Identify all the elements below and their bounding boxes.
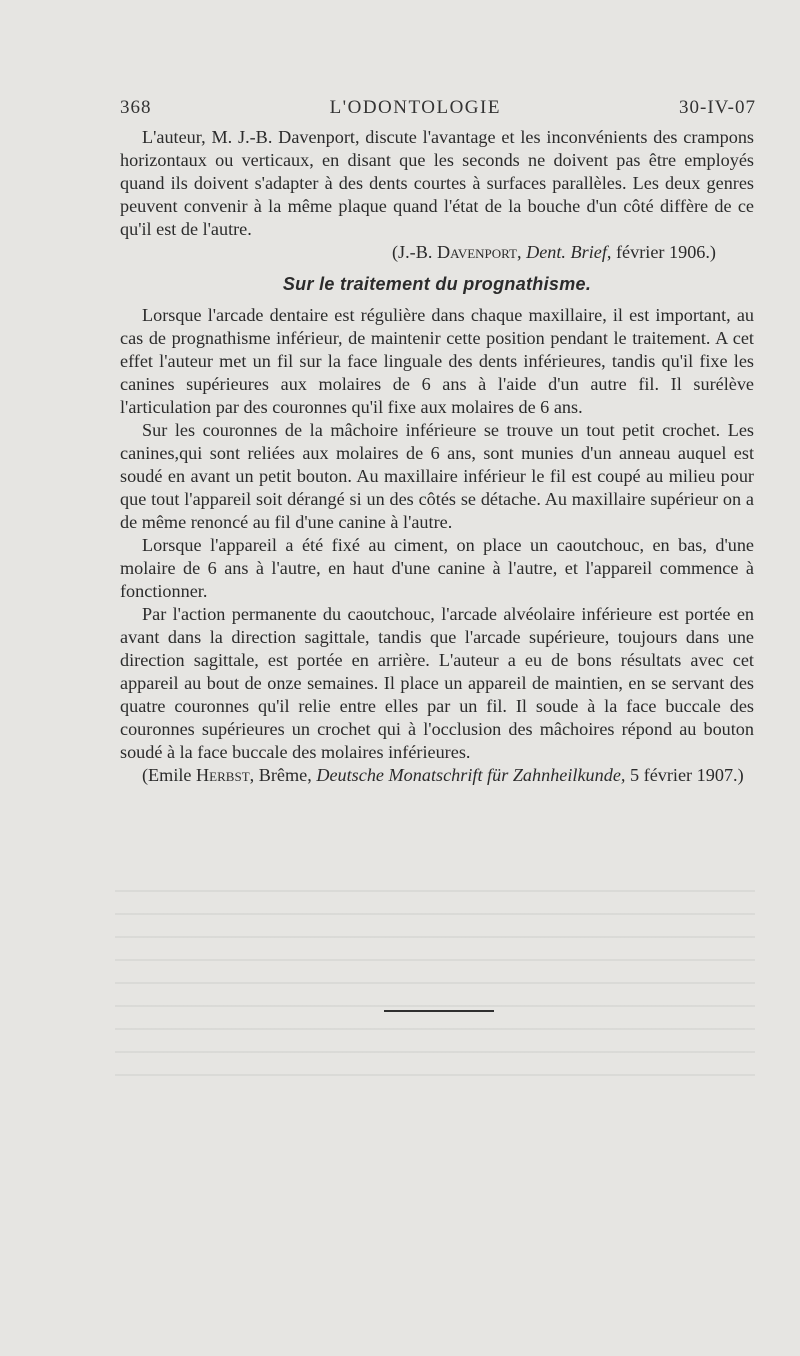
running-header — [120, 97, 756, 119]
article1-citation — [120, 241, 754, 264]
article2-paragraph-1: Lorsque l'arcade dentaire est régulière dans chaque maxillaire, il est important, au cas de prognathisme inférieur, de maintenir cette position pendant le traitement. A cet effet l'auteur met un fil sur la face linguale des dents inférieures, tandis qu'il fixe les canines supérieures aux molaires de 6 ans à l'aide d'un autre fil. Il surélève l'articulation par des couronnes qu'il fixe aux molaires de 6 ans. — [120, 305, 754, 417]
end-rule — [384, 1010, 494, 1012]
article2-paragraph-3: Lorsque l'appareil a été fixé au ciment, on place un caoutchouc, en bas, d'une molaire de 6 ans à l'autre, en haut d'une canine à l'autre, et l'appareil commence à fonctionner. — [120, 535, 754, 601]
citation-source: Dent. Brief — [526, 242, 607, 262]
article2-citation — [120, 764, 754, 787]
issue-date: 30-IV-07 — [679, 97, 756, 118]
article1-paragraph: L'auteur, M. J.-B. Davenport, discute l'avantage et les inconvénients des crampons horizontaux ou verticaux, en disant que les seconds ne doivent pas être employés quand ils doivent s'adapter à des dents courtes à surfaces parallèles. Les deux genres peuvent convenir à la même plaque quand l'état de la bouche d'un côté diffère de ce qu'il est de l'autre. — [120, 127, 754, 239]
section-title: Sur le traitement du prognathisme. — [282, 274, 592, 294]
body-text — [120, 126, 754, 787]
citation-author: Davenport — [436, 242, 517, 262]
citation-date: , février 1906.) — [606, 242, 716, 262]
show-through-texture — [115, 890, 755, 1090]
citation-date: 5 février 1907.) — [625, 765, 744, 785]
citation-open: (J.-B. — [392, 242, 437, 262]
journal-title: L'ODONTOLOGIE — [329, 97, 501, 118]
citation-open: (Emile — [142, 765, 197, 785]
page-number: 368 — [120, 97, 152, 118]
citation-sep: , — [516, 242, 527, 262]
citation-sep: , Brême, — [249, 765, 317, 785]
article2-paragraph-4: Par l'action permanente du caoutchouc, l'arcade alvéolaire inférieure est portée en avant dans la direction sagittale, tandis que l'arcade supérieure, toujours dans une direction sagittale, est portée en arrière. L'auteur a eu de bons résultats avec cet appareil au bout de onze semaines. Il place un appareil de maintien, en se servant des quatre couronnes qu'il relie entre elles par un fil. Il soude à la face buccale des couronnes supérieures un crochet qui à l'occlusion des mâchoires répond au bouton soudé à la face buccale des molaires inférieures. — [120, 604, 754, 762]
citation-author: Herbst — [196, 765, 250, 785]
citation-source: Deutsche Monatschrift für Zahnheilkunde, — [316, 765, 626, 785]
article2-paragraph-2: Sur les couronnes de la mâchoire inférieure se trouve un tout petit crochet. Les canines,qui sont reliées aux molaires de 6 ans, sont munies d'un anneau auquel est soudé en avant un petit bouton. Au maxillaire inférieur le fil est coupé au milieu pour que tout l'appareil soit dérangé si un des côtés se détache. Au maxillaire supérieur on a de même renoncé au fil d'une canine à l'autre. — [120, 420, 754, 532]
